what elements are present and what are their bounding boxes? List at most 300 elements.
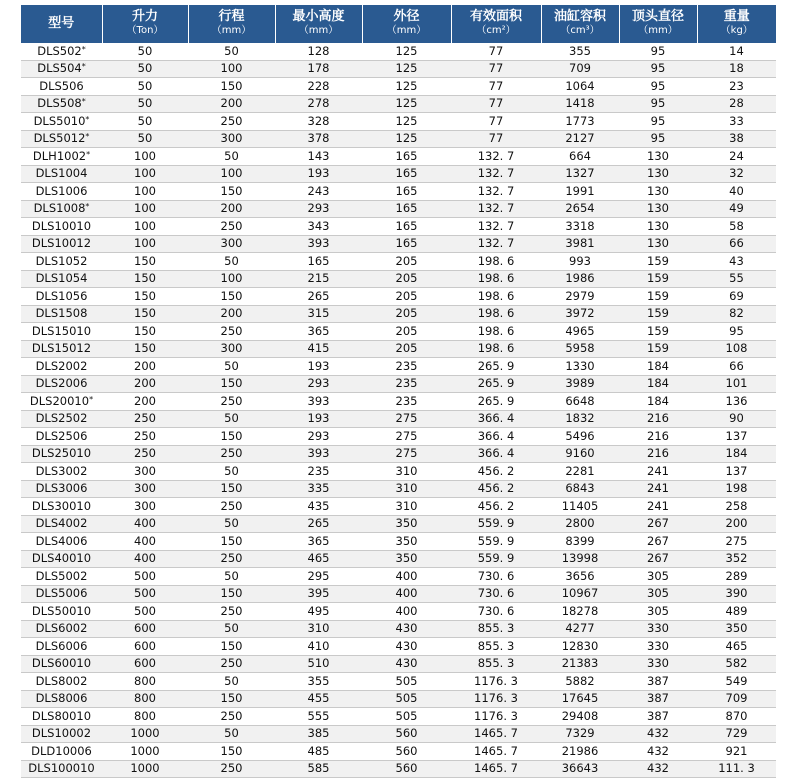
cell-effective-area: 1176. 3 (451, 690, 541, 708)
cell-lift: 50 (102, 95, 188, 113)
cell-lift: 50 (102, 113, 188, 131)
header-title: 顶头直径 (631, 9, 684, 24)
cell-saddle-diameter: 130 (619, 200, 697, 218)
cell-outer-diameter: 275 (362, 445, 451, 463)
cell-effective-area: 456. 2 (451, 480, 541, 498)
cell-stroke: 150 (188, 428, 275, 446)
model-label: DLS6002 (35, 621, 88, 636)
cell-saddle-diameter: 387 (619, 673, 697, 691)
cell-lift: 200 (102, 358, 188, 376)
cell-outer-diameter: 165 (362, 148, 451, 166)
cell-effective-area: 855. 3 (451, 620, 541, 638)
cell-saddle-diameter: 159 (619, 270, 697, 288)
cell-effective-area: 1176. 3 (451, 673, 541, 691)
header-saddle-diameter (619, 5, 697, 43)
cell-min-height: 393 (275, 235, 362, 253)
cell-saddle-diameter: 267 (619, 550, 697, 568)
cell-stroke: 250 (188, 655, 275, 673)
cell-saddle-diameter: 267 (619, 533, 697, 551)
table-row (21, 218, 776, 236)
cell-oil-capacity: 11405 (541, 498, 619, 516)
cell-outer-diameter: 560 (362, 725, 451, 743)
model-label: DLS25010 (31, 446, 92, 461)
model-mark: * (81, 62, 86, 72)
cell-model (21, 603, 102, 621)
cell-weight: 66 (697, 235, 776, 253)
cell-model (21, 375, 102, 393)
cell-lift: 500 (102, 603, 188, 621)
cell-saddle-diameter: 432 (619, 725, 697, 743)
header-title: 重量 (723, 9, 750, 24)
cell-outer-diameter: 430 (362, 620, 451, 638)
cell-min-height: 293 (275, 375, 362, 393)
cell-saddle-diameter: 241 (619, 498, 697, 516)
cell-saddle-diameter: 387 (619, 708, 697, 726)
cell-effective-area: 1465. 7 (451, 743, 541, 761)
model-label: DLS8006 (35, 691, 88, 706)
cell-effective-area: 265. 9 (451, 358, 541, 376)
cell-min-height: 365 (275, 533, 362, 551)
header-row (21, 5, 776, 43)
header-unit: （cm²） (476, 25, 516, 36)
cell-min-height: 143 (275, 148, 362, 166)
cell-effective-area: 366. 4 (451, 410, 541, 428)
model-label: DLS504 (37, 61, 82, 76)
cell-min-height: 455 (275, 690, 362, 708)
header-unit: （Ton） (126, 25, 164, 36)
cell-oil-capacity: 2127 (541, 130, 619, 148)
cell-lift: 1000 (102, 743, 188, 761)
model-mark: * (86, 149, 91, 159)
model-label: DLS4006 (35, 533, 88, 548)
cell-effective-area: 132. 7 (451, 148, 541, 166)
cell-stroke: 250 (188, 760, 275, 778)
cell-model (21, 498, 102, 516)
cell-stroke: 150 (188, 638, 275, 656)
cell-effective-area: 132. 7 (451, 183, 541, 201)
cell-model (21, 463, 102, 481)
cell-min-height: 128 (275, 43, 362, 60)
cell-model (21, 253, 102, 271)
cell-saddle-diameter: 241 (619, 463, 697, 481)
cell-oil-capacity: 7329 (541, 725, 619, 743)
model-label: DLS5010 (33, 113, 86, 128)
model-label: DLS1056 (35, 288, 88, 303)
cell-saddle-diameter: 159 (619, 253, 697, 271)
cell-model (21, 165, 102, 183)
model-label: DLS20010 (29, 393, 90, 408)
table-row (21, 288, 776, 306)
cell-effective-area: 559. 9 (451, 533, 541, 551)
model-label: DLS2006 (35, 376, 88, 391)
cell-weight: 198 (697, 480, 776, 498)
table-row (21, 375, 776, 393)
cell-min-height: 393 (275, 393, 362, 411)
model-label: DLS8002 (35, 673, 88, 688)
cell-weight: 729 (697, 725, 776, 743)
jack-spec-table (21, 5, 776, 778)
header-weight (697, 5, 776, 43)
cell-oil-capacity: 664 (541, 148, 619, 166)
cell-model (21, 113, 102, 131)
model-label: DLS80010 (31, 708, 92, 723)
cell-stroke: 200 (188, 200, 275, 218)
cell-stroke: 50 (188, 410, 275, 428)
cell-stroke: 50 (188, 253, 275, 271)
cell-min-height: 235 (275, 463, 362, 481)
cell-model (21, 218, 102, 236)
cell-min-height: 215 (275, 270, 362, 288)
table-row (21, 78, 776, 96)
table-row (21, 410, 776, 428)
model-label: DLS50010 (31, 603, 92, 618)
table-row (21, 515, 776, 533)
cell-stroke: 200 (188, 305, 275, 323)
cell-weight: 275 (697, 533, 776, 551)
table-row (21, 165, 776, 183)
cell-effective-area: 1465. 7 (451, 725, 541, 743)
cell-outer-diameter: 310 (362, 480, 451, 498)
cell-lift: 500 (102, 585, 188, 603)
cell-outer-diameter: 400 (362, 603, 451, 621)
cell-model (21, 533, 102, 551)
cell-stroke: 150 (188, 480, 275, 498)
cell-oil-capacity: 355 (541, 43, 619, 60)
header-unit: （mm） (211, 25, 252, 36)
cell-min-height: 495 (275, 603, 362, 621)
cell-saddle-diameter: 267 (619, 515, 697, 533)
model-mark: * (81, 44, 86, 54)
cell-outer-diameter: 125 (362, 95, 451, 113)
cell-saddle-diameter: 184 (619, 393, 697, 411)
cell-effective-area: 132. 7 (451, 235, 541, 253)
cell-model (21, 410, 102, 428)
cell-outer-diameter: 310 (362, 463, 451, 481)
model-label: DLS4002 (35, 516, 88, 531)
cell-oil-capacity: 29408 (541, 708, 619, 726)
cell-oil-capacity: 2800 (541, 515, 619, 533)
model-label: DLS2502 (35, 411, 88, 426)
table-row (21, 725, 776, 743)
table-row (21, 743, 776, 761)
cell-lift: 150 (102, 288, 188, 306)
cell-min-height: 465 (275, 550, 362, 568)
cell-outer-diameter: 205 (362, 323, 451, 341)
cell-lift: 250 (102, 410, 188, 428)
cell-stroke: 250 (188, 498, 275, 516)
cell-saddle-diameter: 130 (619, 235, 697, 253)
table-row (21, 568, 776, 586)
cell-saddle-diameter: 216 (619, 445, 697, 463)
cell-min-height: 328 (275, 113, 362, 131)
table-row (21, 148, 776, 166)
cell-weight: 390 (697, 585, 776, 603)
cell-model (21, 148, 102, 166)
cell-effective-area: 366. 4 (451, 428, 541, 446)
cell-model (21, 200, 102, 218)
cell-stroke: 250 (188, 323, 275, 341)
cell-model (21, 760, 102, 778)
cell-outer-diameter: 125 (362, 113, 451, 131)
cell-weight: 111. 3 (697, 760, 776, 778)
cell-saddle-diameter: 159 (619, 323, 697, 341)
cell-effective-area: 198. 6 (451, 270, 541, 288)
model-label: DLS2002 (35, 358, 88, 373)
cell-weight: 58 (697, 218, 776, 236)
cell-stroke: 300 (188, 235, 275, 253)
cell-saddle-diameter: 184 (619, 358, 697, 376)
cell-stroke: 100 (188, 165, 275, 183)
cell-weight: 137 (697, 463, 776, 481)
cell-min-height: 395 (275, 585, 362, 603)
cell-min-height: 178 (275, 60, 362, 78)
cell-stroke: 150 (188, 585, 275, 603)
cell-min-height: 335 (275, 480, 362, 498)
model-label: DLS5002 (35, 568, 88, 583)
model-label: DLS1004 (35, 166, 88, 181)
table-row (21, 323, 776, 341)
cell-model (21, 638, 102, 656)
cell-effective-area: 198. 6 (451, 253, 541, 271)
cell-lift: 150 (102, 340, 188, 358)
cell-model (21, 323, 102, 341)
cell-lift: 100 (102, 148, 188, 166)
header-title: 最小高度 (292, 9, 345, 24)
cell-saddle-diameter: 159 (619, 340, 697, 358)
cell-oil-capacity: 36643 (541, 760, 619, 778)
model-mark: * (81, 97, 86, 107)
table-row (21, 585, 776, 603)
cell-oil-capacity: 6648 (541, 393, 619, 411)
cell-model (21, 305, 102, 323)
model-label: DLD10006 (31, 743, 92, 758)
cell-stroke: 150 (188, 533, 275, 551)
cell-effective-area: 198. 6 (451, 305, 541, 323)
cell-weight: 136 (697, 393, 776, 411)
model-label: DLS15012 (31, 341, 92, 356)
cell-lift: 100 (102, 200, 188, 218)
cell-min-height: 355 (275, 673, 362, 691)
cell-oil-capacity: 2281 (541, 463, 619, 481)
table-row (21, 200, 776, 218)
table-row (21, 480, 776, 498)
model-label: DLS60010 (31, 656, 92, 671)
cell-weight: 49 (697, 200, 776, 218)
cell-lift: 300 (102, 480, 188, 498)
cell-weight: 82 (697, 305, 776, 323)
cell-stroke: 200 (188, 95, 275, 113)
cell-outer-diameter: 125 (362, 130, 451, 148)
cell-oil-capacity: 18278 (541, 603, 619, 621)
table-row (21, 340, 776, 358)
cell-weight: 352 (697, 550, 776, 568)
table-row (21, 550, 776, 568)
header-title: 有效面积 (469, 9, 522, 24)
model-label: DLS508 (37, 96, 82, 111)
cell-oil-capacity: 5882 (541, 673, 619, 691)
cell-lift: 150 (102, 323, 188, 341)
cell-saddle-diameter: 159 (619, 288, 697, 306)
cell-stroke: 300 (188, 130, 275, 148)
cell-outer-diameter: 275 (362, 410, 451, 428)
table-row (21, 183, 776, 201)
cell-weight: 90 (697, 410, 776, 428)
cell-saddle-diameter: 95 (619, 95, 697, 113)
cell-outer-diameter: 165 (362, 218, 451, 236)
model-label: DLS15010 (31, 323, 92, 338)
cell-saddle-diameter: 159 (619, 305, 697, 323)
cell-effective-area: 77 (451, 130, 541, 148)
cell-lift: 50 (102, 43, 188, 60)
cell-outer-diameter: 165 (362, 165, 451, 183)
cell-saddle-diameter: 330 (619, 620, 697, 638)
cell-oil-capacity: 709 (541, 60, 619, 78)
cell-lift: 500 (102, 568, 188, 586)
cell-model (21, 515, 102, 533)
table-row (21, 130, 776, 148)
cell-min-height: 278 (275, 95, 362, 113)
cell-model (21, 445, 102, 463)
cell-weight: 28 (697, 95, 776, 113)
cell-oil-capacity: 8399 (541, 533, 619, 551)
cell-effective-area: 198. 6 (451, 323, 541, 341)
cell-min-height: 293 (275, 428, 362, 446)
cell-lift: 100 (102, 183, 188, 201)
cell-outer-diameter: 125 (362, 43, 451, 60)
cell-model (21, 655, 102, 673)
cell-oil-capacity: 4277 (541, 620, 619, 638)
cell-min-height: 193 (275, 410, 362, 428)
cell-lift: 800 (102, 690, 188, 708)
table-row (21, 603, 776, 621)
cell-saddle-diameter: 130 (619, 148, 697, 166)
cell-model (21, 130, 102, 148)
cell-oil-capacity: 4965 (541, 323, 619, 341)
cell-model (21, 95, 102, 113)
cell-weight: 55 (697, 270, 776, 288)
cell-min-height: 228 (275, 78, 362, 96)
cell-outer-diameter: 310 (362, 498, 451, 516)
cell-effective-area: 77 (451, 43, 541, 60)
header-effective-area (451, 5, 541, 43)
cell-oil-capacity: 12830 (541, 638, 619, 656)
cell-effective-area: 559. 9 (451, 550, 541, 568)
cell-weight: 66 (697, 358, 776, 376)
model-label: DLS506 (39, 78, 84, 93)
cell-lift: 50 (102, 60, 188, 78)
cell-lift: 50 (102, 130, 188, 148)
header-unit: （mm） (386, 25, 427, 36)
cell-outer-diameter: 165 (362, 200, 451, 218)
cell-oil-capacity: 1986 (541, 270, 619, 288)
table-row (21, 690, 776, 708)
cell-oil-capacity: 1991 (541, 183, 619, 201)
header-lift (102, 5, 188, 43)
cell-weight: 709 (697, 690, 776, 708)
cell-saddle-diameter: 330 (619, 638, 697, 656)
cell-weight: 43 (697, 253, 776, 271)
cell-stroke: 250 (188, 603, 275, 621)
cell-outer-diameter: 505 (362, 708, 451, 726)
cell-min-height: 165 (275, 253, 362, 271)
header-title: 油缸容积 (553, 9, 606, 24)
cell-weight: 289 (697, 568, 776, 586)
cell-outer-diameter: 235 (362, 375, 451, 393)
cell-weight: 95 (697, 323, 776, 341)
cell-saddle-diameter: 432 (619, 760, 697, 778)
model-label: DLS2506 (35, 428, 88, 443)
cell-weight: 137 (697, 428, 776, 446)
model-label: DLS502 (37, 43, 82, 58)
table-row (21, 673, 776, 691)
cell-oil-capacity: 5958 (541, 340, 619, 358)
cell-model (21, 60, 102, 78)
cell-model (21, 690, 102, 708)
cell-lift: 50 (102, 78, 188, 96)
cell-oil-capacity: 6843 (541, 480, 619, 498)
cell-outer-diameter: 165 (362, 183, 451, 201)
cell-effective-area: 265. 9 (451, 375, 541, 393)
model-label: DLS10012 (31, 236, 92, 251)
cell-min-height: 393 (275, 445, 362, 463)
cell-stroke: 50 (188, 43, 275, 60)
model-mark: * (85, 132, 90, 142)
cell-weight: 258 (697, 498, 776, 516)
cell-effective-area: 132. 7 (451, 165, 541, 183)
model-label: DLS1006 (35, 183, 88, 198)
cell-stroke: 250 (188, 550, 275, 568)
cell-saddle-diameter: 184 (619, 375, 697, 393)
cell-outer-diameter: 560 (362, 743, 451, 761)
cell-outer-diameter: 125 (362, 60, 451, 78)
table-row (21, 760, 776, 778)
cell-saddle-diameter: 305 (619, 585, 697, 603)
cell-model (21, 428, 102, 446)
model-mark: * (85, 114, 90, 124)
table-row (21, 305, 776, 323)
cell-min-height: 378 (275, 130, 362, 148)
cell-min-height: 315 (275, 305, 362, 323)
cell-min-height: 265 (275, 288, 362, 306)
cell-outer-diameter: 430 (362, 638, 451, 656)
cell-effective-area: 559. 9 (451, 515, 541, 533)
cell-min-height: 415 (275, 340, 362, 358)
cell-stroke: 100 (188, 60, 275, 78)
cell-effective-area: 265. 9 (451, 393, 541, 411)
cell-effective-area: 366. 4 (451, 445, 541, 463)
table-row (21, 60, 776, 78)
table-row (21, 655, 776, 673)
cell-stroke: 150 (188, 743, 275, 761)
cell-lift: 300 (102, 498, 188, 516)
header-unit: （cm³） (560, 25, 600, 36)
model-label: DLS1054 (35, 271, 88, 286)
cell-saddle-diameter: 216 (619, 410, 697, 428)
cell-oil-capacity: 17645 (541, 690, 619, 708)
model-label: DLS3006 (35, 481, 88, 496)
cell-model (21, 183, 102, 201)
cell-stroke: 250 (188, 218, 275, 236)
cell-lift: 200 (102, 393, 188, 411)
cell-saddle-diameter: 95 (619, 43, 697, 60)
cell-stroke: 150 (188, 183, 275, 201)
header-unit: （mm） (298, 25, 339, 36)
cell-model (21, 743, 102, 761)
cell-saddle-diameter: 95 (619, 60, 697, 78)
table-row (21, 95, 776, 113)
cell-model (21, 78, 102, 96)
cell-oil-capacity: 3981 (541, 235, 619, 253)
